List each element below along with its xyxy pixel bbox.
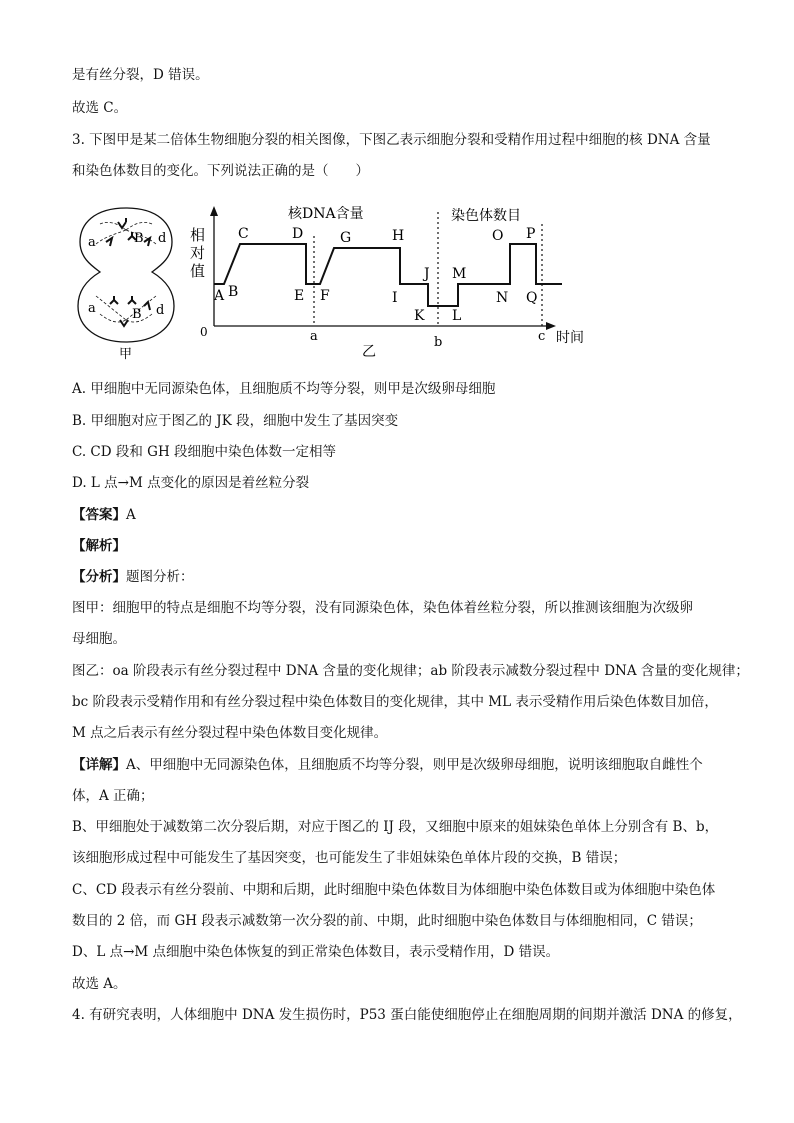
y-axis-label: 对	[190, 244, 206, 262]
cell-label: a	[88, 301, 96, 316]
question-stem-2: 和染色体数目的变化。下列说法正确的是（ ）	[72, 163, 369, 179]
answer-line	[72, 506, 136, 524]
answer-tag: 【答案】	[72, 507, 126, 523]
axis-tick-c: c	[538, 329, 546, 344]
option-d: D. L 点→M 点变化的原因是着丝粒分裂	[72, 475, 310, 491]
point-label: P	[526, 226, 536, 242]
detail-text: A、甲细胞中无同源染色体，且细胞质不均等分裂，则甲是次级卵母细胞，说明该细胞取自雌性个	[126, 757, 703, 773]
body-line: 母细胞。	[72, 631, 126, 647]
analysis-tag: 【解析】	[72, 538, 126, 554]
point-label: N	[496, 290, 509, 306]
line-2: 故选 C。	[72, 100, 128, 116]
point-label: L	[452, 308, 462, 324]
detail-line: B、甲细胞处于减数第二次分裂后期，对应于图乙的 IJ 段，又细胞中原来的姐妹染色单体上分别含有 B、b，	[72, 819, 719, 835]
detail-line: D、L 点→M 点细胞中染色体恢复的到正常染色体数目，表示受精作用，D 错误。	[72, 944, 560, 960]
chrom-label: 染色体数目	[451, 208, 521, 224]
cell-diagram	[78, 208, 174, 362]
body-line: 图乙：oa 阶段表示有丝分裂过程中 DNA 含量的变化规律；ab 阶段表示减数分裂过程中 DNA 含量的变化规律；	[72, 663, 749, 679]
point-label: J	[424, 266, 430, 282]
option-a: A. 甲细胞中无同源染色体，且细胞质不均等分裂，则甲是次级卵母细胞	[72, 381, 496, 397]
detail-line	[72, 756, 703, 774]
point-label: K	[414, 308, 425, 324]
line-1: 是有丝分裂，D 错误。	[72, 67, 209, 83]
y-axis-label: 值	[190, 262, 206, 280]
point-label: B	[228, 284, 239, 300]
cell-label: a	[88, 235, 96, 250]
time-label: 时间	[556, 330, 584, 346]
detail-line: 数目的 2 倍，而 GH 段表示减数第一次分裂的前、中期，此时细胞中染色体数目与体细胞相同，C 错误；	[72, 913, 702, 929]
line-graph	[190, 205, 584, 360]
point-label: C	[238, 226, 249, 242]
cell-label: d	[158, 231, 167, 246]
point-label: Q	[526, 290, 538, 306]
y-axis-label: 相	[190, 226, 206, 244]
cell-label: B	[134, 231, 144, 246]
body-line: M 点之后表示有丝分裂过程中染色体数目变化规律。	[72, 725, 388, 741]
option-b: B. 甲细胞对应于图乙的 JK 段，细胞中发生了基因突变	[72, 413, 399, 429]
detail-line: C、CD 段表示有丝分裂前、中期和后期，此时细胞中染色体数目为体细胞中染色体数目或为体细胞中染色体	[72, 882, 716, 898]
point-label: I	[392, 290, 398, 306]
point-label: M	[452, 266, 467, 282]
body-line: bc 阶段表示受精作用和有丝分裂过程中染色体数目的变化规律，其中 ML 表示受精作用后染色体数目加倍，	[72, 694, 718, 710]
option-c: C. CD 段和 GH 段细胞中染色体数一定相等	[72, 444, 337, 460]
figure	[70, 196, 600, 366]
next-question: 4. 有研究表明，人体细胞中 DNA 发生损伤时，P53 蛋白能使细胞停止在细胞周期的间期并激活 DNA 的修复，	[72, 1007, 742, 1023]
fenxi-tag: 【分析】	[72, 569, 126, 585]
detail-line: 故选 A。	[72, 976, 127, 992]
cell-label: B	[132, 307, 142, 322]
fenxi-line	[72, 568, 194, 586]
origin-label: 0	[200, 325, 208, 339]
point-label: F	[320, 288, 330, 304]
answer-value: A	[126, 507, 136, 523]
detail-tag: 【详解】	[72, 757, 126, 773]
point-label: E	[294, 288, 305, 304]
body-line: 图甲：细胞甲的特点是细胞不均等分裂，没有同源染色体，染色体着丝粒分裂，所以推测该细胞为次级卵	[72, 600, 693, 616]
axis-tick-a: a	[310, 329, 318, 344]
jia-label: 甲	[119, 347, 133, 362]
point-label: O	[492, 228, 504, 244]
point-label: G	[340, 230, 352, 246]
point-label: H	[392, 228, 405, 244]
detail-line: 体，A 正确；	[72, 788, 154, 804]
cell-label: d	[156, 303, 165, 318]
fenxi-text: 题图分析：	[126, 569, 194, 585]
question-stem-1: 3. 下图甲是某二倍体生物细胞分裂的相关图像，下图乙表示细胞分裂和受精作用过程中细胞的核 DNA 含量	[72, 132, 711, 148]
point-label: D	[292, 226, 304, 242]
yi-label: 乙	[362, 344, 376, 360]
dna-label: 核DNA含量	[288, 206, 364, 222]
detail-line: 该细胞形成过程中可能发生了基因突变，也可能发生了非姐妹染色单体片段的交换，B 错误；	[72, 850, 627, 866]
point-label: A	[214, 288, 225, 304]
axis-tick-b: b	[434, 335, 443, 350]
